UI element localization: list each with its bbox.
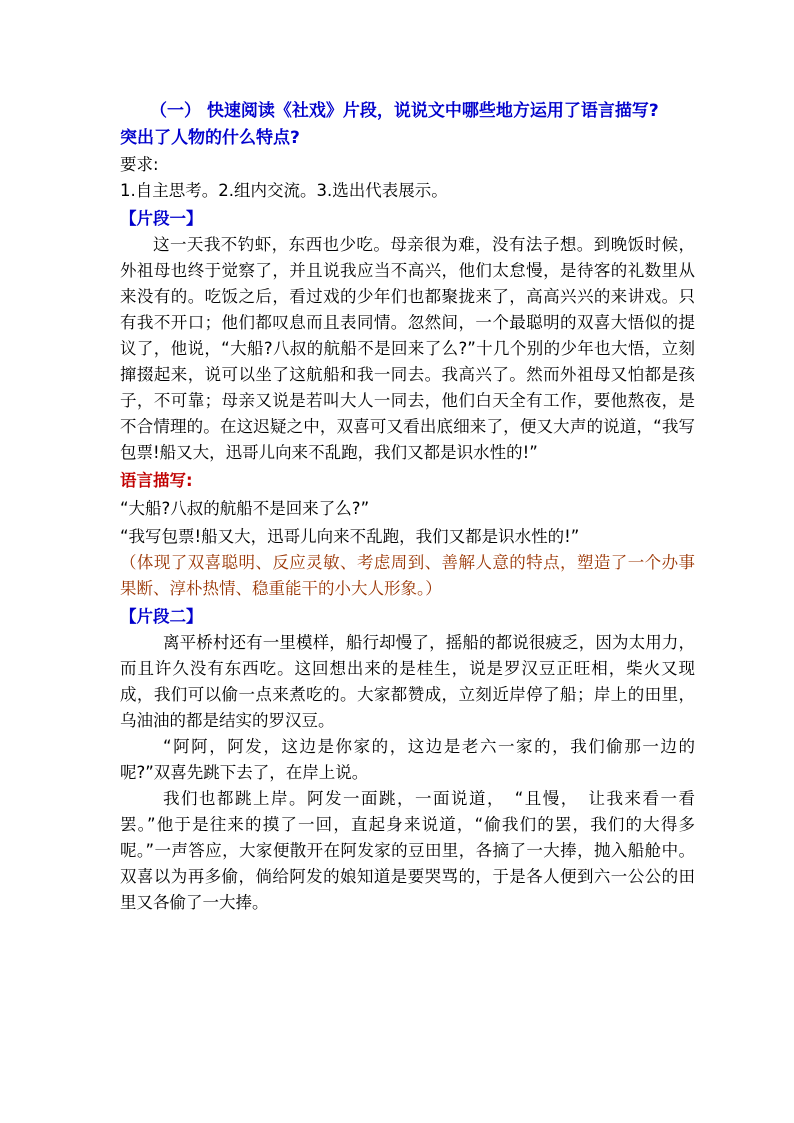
question-heading xyxy=(120,98,695,152)
language-quote-2: “我写包票!船又大，迅哥儿向来不乱跑，我们又都是识水性的!” xyxy=(120,527,580,546)
excerpt-2-paragraph-3: 我们也都跳上岸。阿发一面跳，一面说道， “且慢， 让我来看一看罢。”他于是往来的摸了一回，直起身来说道，“偷我们的罢，我们的大得多呢。”一声答应，大家便散开在阿发家的豆田里，各摘了一大捧，抛入船舱中。双喜以为再多偷，倘给阿发的娘知道是要哭骂的，于是各人便到六一公公的田里又各偷了一大捧。 xyxy=(120,789,695,912)
question-line-1: （一） 快速阅读《社戏》片段，说说文中哪些地方运用了语言描写? xyxy=(150,101,659,121)
document-content xyxy=(120,98,695,916)
requirements-items: 1.自主思考。2.组内交流。3.选出代表展示。 xyxy=(120,181,448,200)
excerpt-2-paragraph-2: “阿阿，阿发，这边是你家的，这边是老六一家的，我们偷那一边的呢?”双喜先跳下去了，在岸上说。 xyxy=(120,737,695,782)
excerpt-1-heading: 【片段一】 xyxy=(120,209,203,228)
excerpt-2-heading: 【片段二】 xyxy=(120,607,203,626)
language-quote-1: “大船?八叔的航船不是回来了么?” xyxy=(120,499,370,518)
excerpt-2-paragraph-1: 离平桥村还有一里模样，船行却慢了，摇船的都说很疲乏，因为太用力，而且许久没有东西吃。这回想出来的是桂生，说是罗汉豆正旺相，柴火又现成，我们可以偷一点来煮吃的。大家都赞成，立刻近岸停了船；岸上的田里，乌油油的都是结实的罗汉豆。 xyxy=(120,633,695,730)
language-description-heading: 语言描写: xyxy=(120,471,193,490)
requirements-label: 要求: xyxy=(120,155,159,174)
question-line-2: 突出了人物的什么特点? xyxy=(120,128,300,148)
excerpt-1-text: 这一天我不钓虾，东西也少吃。母亲很为难，没有法子想。到晚饭时候，外祖母也终于觉察了，并且说我应当不高兴，他们太怠慢，是待客的礼数里从来没有的。吃饭之后，看过戏的少年们也都聚拢来了，高高兴兴的来讲戏。只有我不开口；他们都叹息而且表同情。忽然间，一个最聪明的双喜大悟似的提议了，他说，“大船?八叔的航船不是回来了么?”十几个别的少年也大悟，立刻撺掇起来，说可以坐了这航船和我一同去。我高兴了。然而外祖母又怕都是孩子，不可靠；母亲又说是若叫大人一同去，他们白天全有工作，要他熬夜，是不合情理的。在这迟疑之中，双喜可又看出底细来了，便又大声的说道，“我写包票!船又大，迅哥儿向来不乱跑，我们又都是识水性的!” xyxy=(120,235,695,462)
character-analysis: （体现了双喜聪明、反应灵敏、考虑周到、善解人意的特点，塑造了一个办事果断、淳朴热情、稳重能干的小大人形象。） xyxy=(120,553,695,598)
